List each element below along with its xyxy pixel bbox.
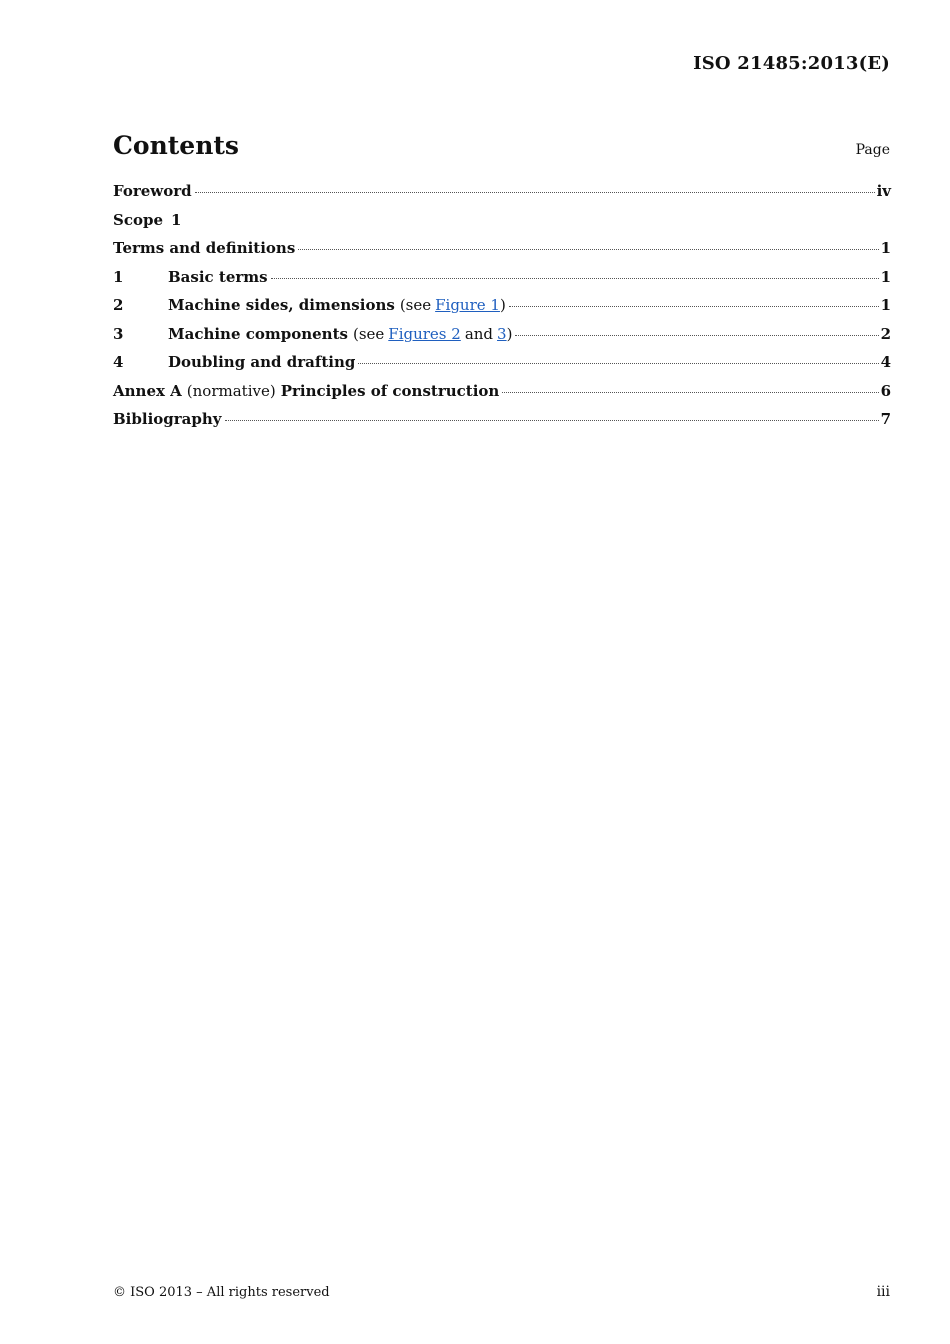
footer-page-number: iii [876,1284,890,1300]
toc-page: 1 [880,267,891,286]
toc-title: Scope [113,210,164,229]
toc-title: Basic terms [168,267,268,286]
toc-title: Doubling and drafting [168,353,356,371]
toc-see-text: (see [399,296,432,314]
page-column-label: Page [855,142,890,158]
toc-leader [225,420,879,421]
toc-entry-machine-components[interactable] [113,325,891,354]
toc-number: 1 [113,267,124,286]
figure-1-link[interactable]: Figure 1 [435,296,500,314]
toc-page: 7 [880,410,891,428]
toc-entry-machine-sides[interactable] [113,296,891,325]
toc-page: 4 [880,353,891,371]
toc-leader [298,249,878,250]
toc-and-text: and [464,324,494,343]
toc-leader [515,335,878,336]
toc-page: 1 [880,296,891,314]
document-id: ISO 21485:2013(E) [693,53,890,74]
toc-page: 1 [880,239,891,257]
footer-copyright: © ISO 2013 – All rights reserved [113,1285,330,1300]
toc-number: 3 [113,324,124,343]
toc-number: 4 [113,353,124,371]
toc-title: Foreword [113,182,192,200]
figures-2-link[interactable]: Figures 2 [388,324,461,343]
toc-leader [502,392,878,393]
toc-entry-annex-a[interactable] [113,382,891,411]
toc-page: iv [876,182,891,200]
toc-entry-doubling[interactable] [113,353,891,382]
toc-entry-basic-terms[interactable] [113,268,891,297]
toc-title: Machine components [168,324,348,343]
table-of-contents [113,182,891,439]
toc-title: Bibliography [113,410,222,428]
toc-leader [509,306,879,307]
toc-close-paren: ) [506,324,513,343]
toc-leader [358,363,878,364]
toc-entry-bibliography[interactable] [113,410,891,439]
annex-qualifier: (normative) [186,381,276,400]
annex-label: Annex A [113,381,182,400]
toc-entry-scope[interactable] [113,211,891,240]
toc-page: 2 [880,324,891,343]
figure-3-link[interactable]: 3 [497,324,507,343]
toc-leader [271,278,879,279]
contents-title: Contents [113,131,240,160]
toc-title: Principles of construction [280,381,500,400]
toc-number: 2 [113,296,124,314]
toc-title: Terms and definitions [113,239,296,257]
toc-entry-terms[interactable] [113,239,891,268]
toc-close-paren: ) [499,296,506,314]
toc-page: 1 [171,210,182,229]
toc-leader [195,192,875,193]
toc-page: 6 [880,381,891,400]
toc-entry-foreword[interactable] [113,182,891,211]
toc-title: Machine sides, dimensions [168,296,395,314]
toc-see-text: (see [352,324,385,343]
